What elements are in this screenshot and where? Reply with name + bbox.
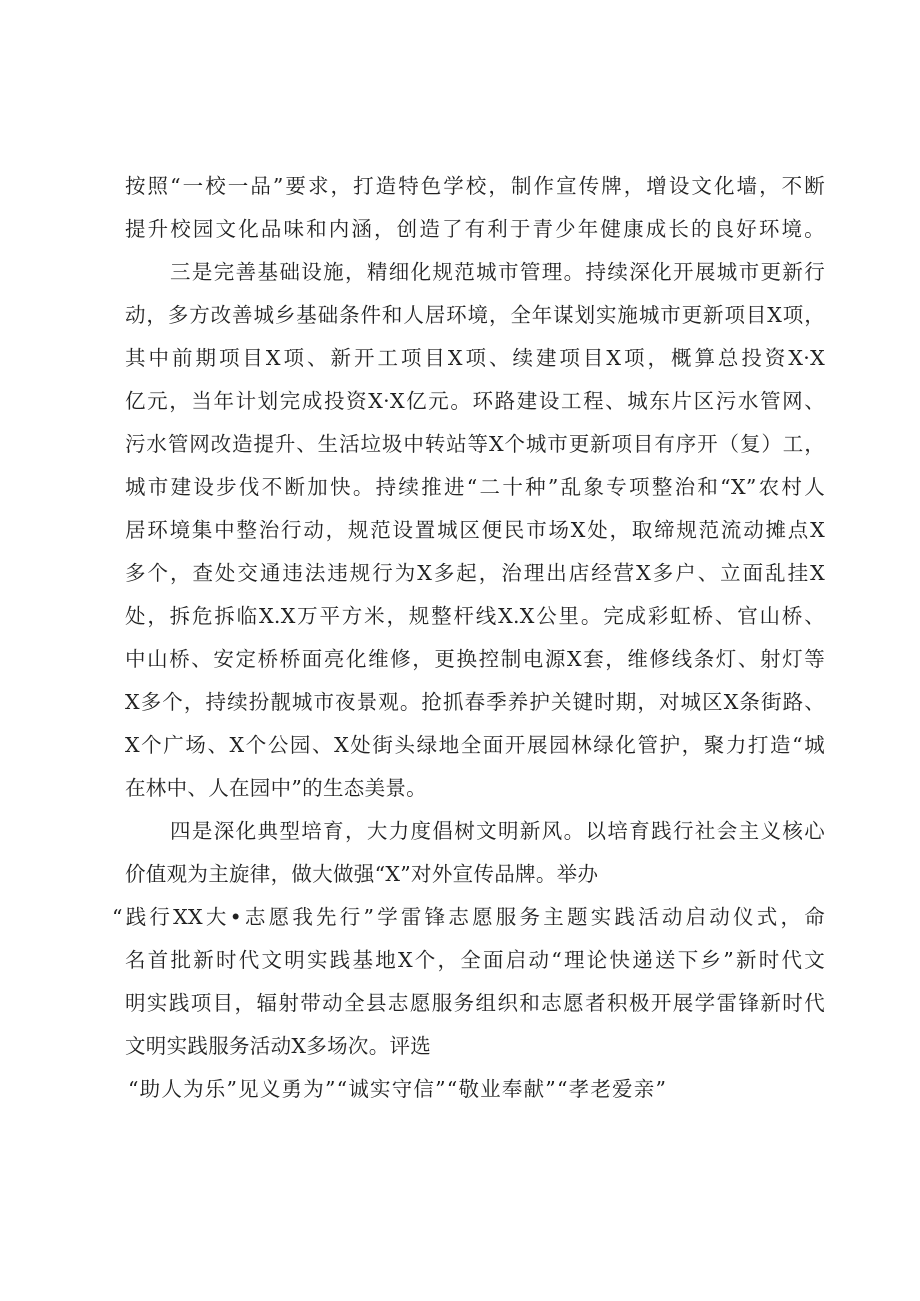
section-three-heading-line: 三是完善基础设施，精细化规范城市管理。持续深化开展城市更新行 bbox=[170, 260, 825, 284]
paragraph-line: “践行XX大•志愿我先行”学雷锋志愿服务主题实践活动启动仪式，命 bbox=[112, 905, 825, 929]
paragraph-line: 名首批新时代文明实践基地X个，全面启动“理论快递送下乡”新时代文 bbox=[125, 948, 825, 972]
paragraph-line: 居环境集中整治行动，规范设置城区便民市场X处，取缔规范流动摊点X bbox=[125, 518, 825, 542]
paragraph-line: 污水管网改造提升、生活垃圾中转站等X个城市更新项目有序开（复）工， bbox=[125, 432, 825, 456]
paragraph-line: 在林中、人在园中”的生态美景。 bbox=[125, 776, 427, 800]
paragraph-line: X个广场、X个公园、X处街头绿地全面开展园林绿化管护，聚力打造“城 bbox=[125, 733, 825, 757]
paragraph-line: “助人为乐”见义勇为”“诚实守信”“敬业奉献”“孝老爱亲” bbox=[128, 1077, 668, 1101]
paragraph-line: 提升校园文化品味和内涵，创造了有利于青少年健康成长的良好环境。 bbox=[125, 217, 825, 241]
paragraph-line: X多个，持续扮靓城市夜景观。抢抓春季养护关键时期，对城区X条街路、 bbox=[125, 690, 825, 714]
paragraph-line: 处，拆危拆临X.X万平方米，规整杆线X.X公里。完成彩虹桥、官山桥、 bbox=[125, 604, 825, 628]
paragraph-line: 其中前期项目X项、新开工项目X项、续建项目X项，概算总投资X·X bbox=[125, 346, 825, 370]
paragraph-line: 城市建设步伐不断加快。持续推进“二十种”乱象专项整治和“X”农村人 bbox=[125, 475, 825, 499]
paragraph-line: 中山桥、安定桥桥面亮化维修，更换控制电源X套，维修线条灯、射灯等 bbox=[125, 647, 825, 671]
section-four-heading-line: 四是深化典型培育，大力度倡树文明新风。以培育践行社会主义核心 bbox=[170, 819, 825, 843]
paragraph-line: 明实践项目，辐射带动全县志愿服务组织和志愿者积极开展学雷锋新时代 bbox=[125, 991, 825, 1015]
paragraph-line: 亿元，当年计划完成投资X·X亿元。环路建设工程、城东片区污水管网、 bbox=[125, 389, 825, 413]
paragraph-line: 按照“一校一品”要求，打造特色学校，制作宣传牌，增设文化墙，不断 bbox=[125, 174, 825, 198]
paragraph-line: 动，多方改善城乡基础条件和人居环境，全年谋划实施城市更新项目X项， bbox=[125, 303, 825, 327]
paragraph-line: 多个，查处交通违法违规行为X多起，治理出店经营X多户、立面乱挂X bbox=[125, 561, 825, 585]
paragraph-line: 价值观为主旋律，做大做强“X”对外宣传品牌。举办 bbox=[125, 862, 599, 886]
paragraph-line: 文明实践服务活动X多场次。评选 bbox=[125, 1034, 432, 1058]
